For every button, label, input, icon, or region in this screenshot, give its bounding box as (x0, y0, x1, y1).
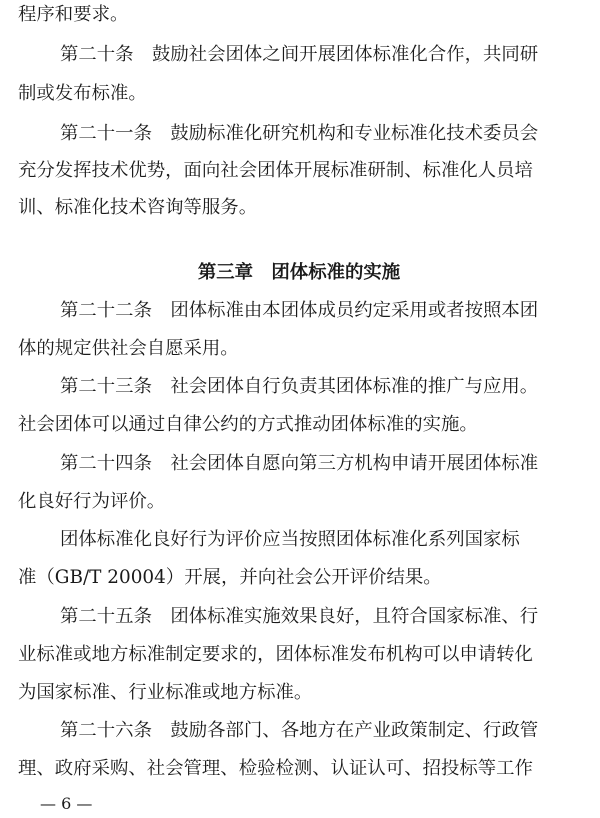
text-line: 程序和要求。 (18, 4, 129, 25)
text-line: 训、标准化技术咨询等服务。 (18, 197, 258, 218)
article-22-line: 第二十二条 团体标准由本团体成员约定采用或者按照本团 (60, 300, 539, 321)
document-page (18, 0, 580, 818)
text-line: 理、政府采购、社会管理、检验检测、认证认可、招投标等工作 (18, 758, 533, 779)
text-line: 化良好行为评价。 (18, 491, 166, 512)
article-24-line: 第二十四条 社会团体自愿向第三方机构申请开展团体标准 (60, 453, 539, 474)
text-line: 团体标准化良好行为评价应当按照团体标准化系列国家标 (60, 529, 520, 550)
article-23-line: 第二十三条 社会团体自行负责其团体标准的推广与应用。 (60, 376, 539, 397)
text-line: 为国家标准、行业标准或地方标准。 (18, 682, 313, 703)
chapter-heading: 第三章 团体标准的实施 (197, 262, 401, 283)
text-line: 体的规定供社会自愿采用。 (18, 338, 239, 359)
article-25-line: 第二十五条 团体标准实施效果良好，且符合国家标准、行 (60, 606, 539, 627)
text-line: 充分发挥技术优势，面向社会团体开展标准研制、标准化人员培 (18, 160, 533, 181)
text-line: 社会团体可以通过自律公约的方式推动团体标准的实施。 (18, 414, 478, 435)
text-line: 业标准或地方标准制定要求的，团体标准发布机构可以申请转化 (18, 644, 533, 665)
article-26-line: 第二十六条 鼓励各部门、各地方在产业政策制定、行政管 (60, 720, 539, 741)
text-line: 准（GB/T 20004）开展，并向社会公开评价结果。 (18, 567, 442, 588)
article-21-line: 第二十一条 鼓励标准化研究机构和专业标准化技术委员会 (60, 123, 539, 144)
page-number: — 6 — (40, 794, 93, 813)
text-line: 制或发布标准。 (18, 83, 147, 104)
article-20-line: 第二十条 鼓励社会团体之间开展团体标准化合作，共同研 (60, 44, 539, 65)
